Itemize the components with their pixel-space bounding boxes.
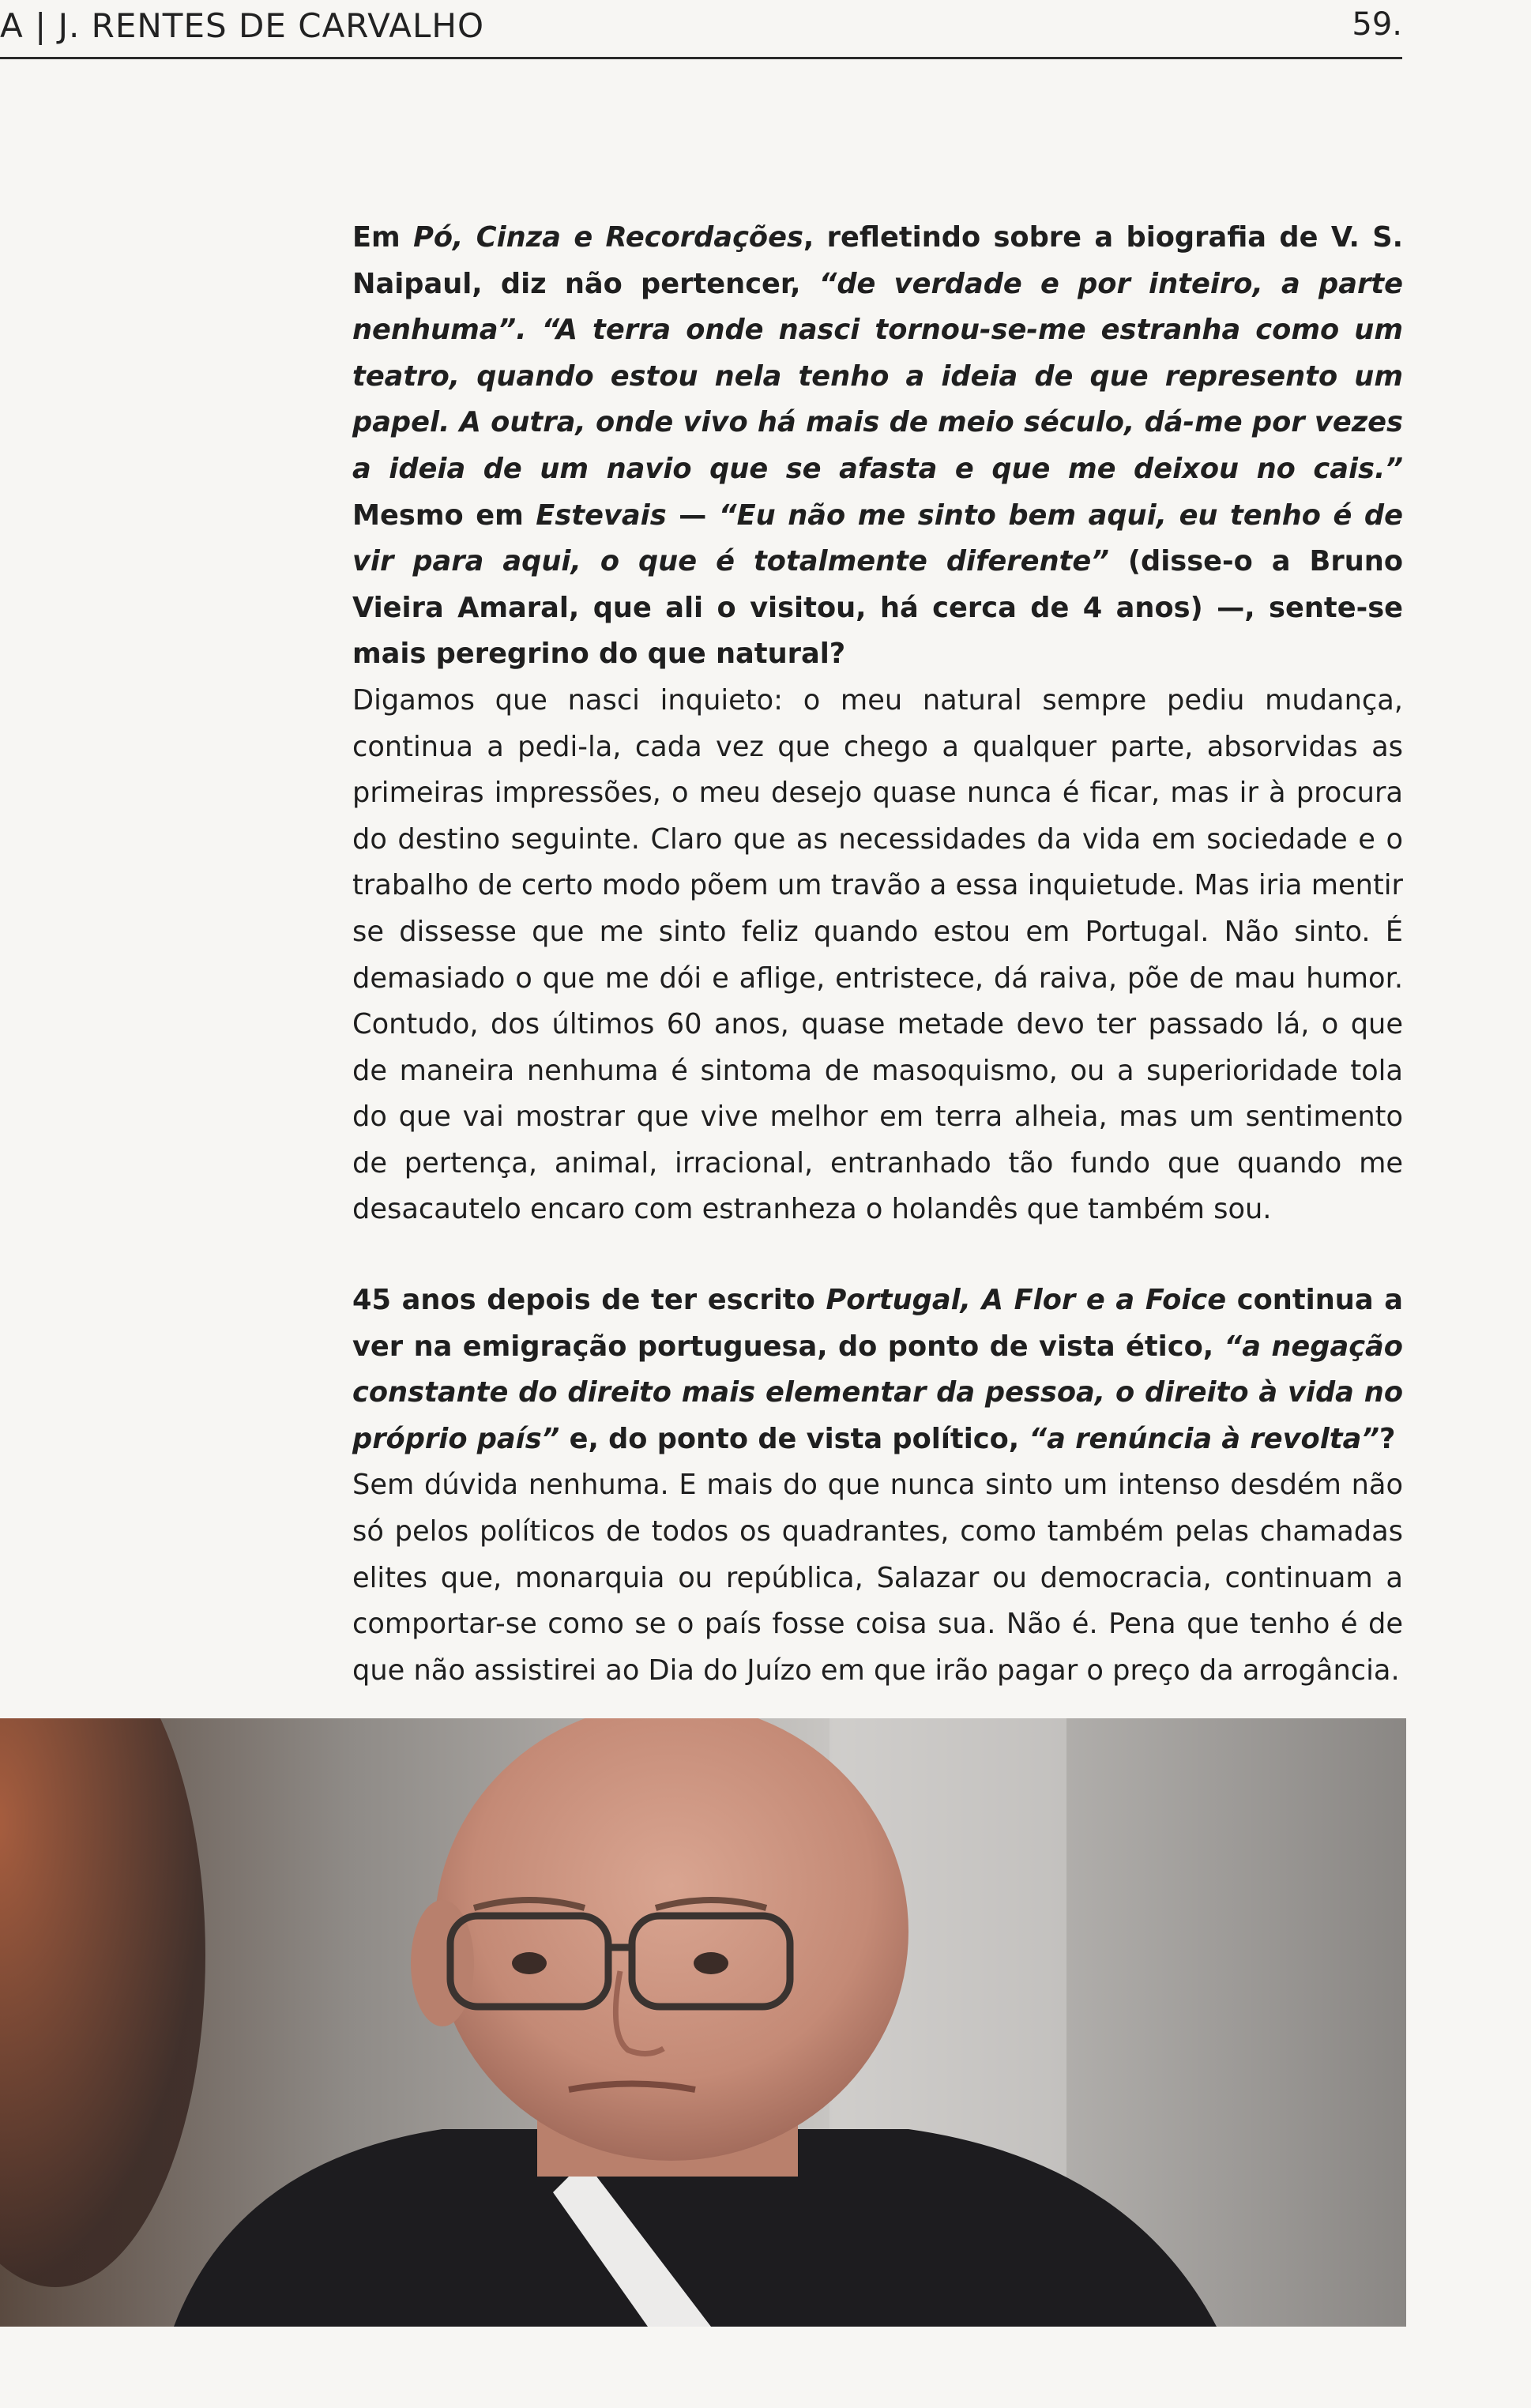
question-1: Em Pó, Cinza e Recordações, refletindo sobre a biografia de V. S. Naipaul, diz não pertencer, “de verdade e por inteiro, a parte nenhuma”. “A terra onde nasci tornou-se-me estranha como um teatro, quando estou nela tenho a ideia de que represento um papel. A outra, onde vivo há mais de meio século, dá-me por vezes a ideia de um navio que se afasta e que me deixou no cais.” Mesmo em Estevais — “Eu não me sinto bem aqui, eu tenho é de vir para aqui, o que é totalmente diferente” (disse-o a Bruno Vieira Amaral, que ali o visitou, há cerca de 4 anos) —, sente-se mais peregrino do que natural?: [352, 221, 1403, 671]
page-number: 59.: [1352, 6, 1402, 43]
interview-column: [352, 215, 1403, 1694]
portrait-photo: [0, 1718, 1406, 2327]
page-header: [0, 0, 1402, 59]
answer-2: Sem dúvida nenhuma. E mais do que nunca sinto um intenso desdém não só pelos políticos de todos os quadrantes, como também pelas chamadas elites que, monarquia ou república, Salazar ou democracia, continuam a comportar-se como se o país fosse coisa sua. Não é. Pena que tenho é de que não assistirei ao Dia do Juízo em que irão pagar o preço da arrogância.: [352, 1469, 1403, 1687]
question-2: 45 anos depois de ter escrito Portugal, A Flor e a Foice continua a ver na emigração portuguesa, do ponto de vista ético, “a negação constante do direito mais elementar da pessoa, o direito à vida no próprio país” e, do ponto de vista político, “a renúncia à revolta”?: [352, 1284, 1403, 1455]
answer-1: Digamos que nasci inquieto: o meu natural sempre pediu mudança, continua a pedi-la, cada vez que chego a qualquer parte, absorvidas as primeiras impressões, o meu desejo quase nunca é ficar, mas ir à procura do destino seguinte. Claro que as necessidades da vida em sociedade e o trabalho de certo modo põem um travão a essa inquietude. Mas iria mentir se dissesse que me sinto feliz quando estou em Portugal. Não sinto. É demasiado o que me dói e aflige, entristece, dá raiva, põe de mau humor. Contudo, dos últimos 60 anos, quase metade devo ter passado lá, o que de maneira nenhuma é sintoma de masoquismo, ou a superioridade tola do que vai mostrar que vive melhor em terra alheia, mas um sentimento de pertença, animal, irracional, entranhado tão fundo que quando me desacautelo encaro com estranheza o holandês que também sou.: [352, 683, 1403, 1226]
running-head: A | J. RENTES DE CARVALHO: [0, 6, 484, 45]
